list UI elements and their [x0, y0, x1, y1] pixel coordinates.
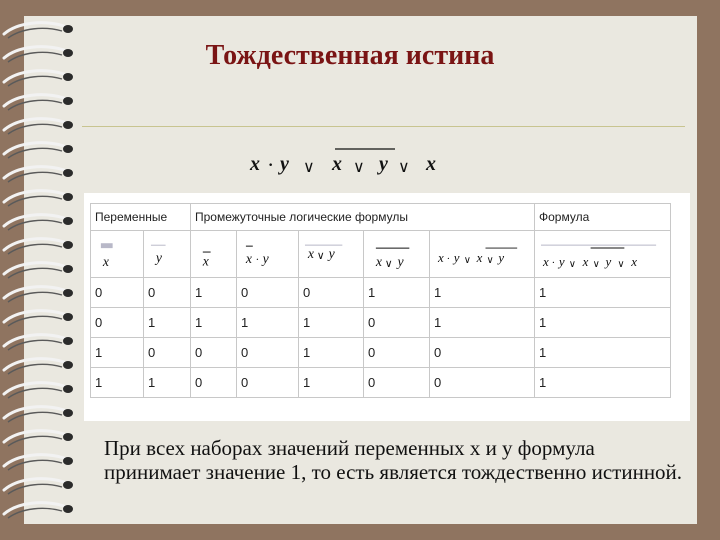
svg-text:∨: ∨	[316, 248, 325, 262]
svg-text:y: y	[280, 153, 289, 175]
col-not-x-and-y	[237, 231, 299, 278]
table-cell: 0	[364, 338, 430, 368]
svg-text:x: x	[102, 253, 109, 269]
table-cell: 1	[430, 308, 535, 338]
col-intermediate-formula	[430, 231, 535, 278]
svg-text:x: x	[631, 254, 638, 269]
table-cell: 1	[535, 308, 671, 338]
table-row	[91, 368, 671, 398]
col-final-formula	[535, 231, 671, 278]
svg-text:·: ·	[268, 157, 274, 174]
table-cell: 1	[191, 278, 237, 308]
table-cell: 1	[91, 368, 144, 398]
table-cell: 1	[144, 308, 191, 338]
table-cell: 0	[91, 278, 144, 308]
table-cell: 1	[299, 308, 364, 338]
title-divider	[82, 126, 685, 127]
table-cell: 0	[144, 278, 191, 308]
table-header-row	[91, 204, 671, 231]
col-y	[144, 231, 191, 278]
svg-text:∨: ∨	[353, 157, 365, 176]
table-cell: 1	[299, 368, 364, 398]
table-formula-row	[91, 231, 671, 278]
svg-text:x: x	[476, 250, 483, 265]
col-x-or-y	[299, 231, 364, 278]
svg-text:y: y	[605, 254, 612, 269]
svg-text:∨: ∨	[568, 258, 577, 270]
truth-table-panel	[84, 193, 690, 421]
svg-text:x: x	[582, 254, 589, 269]
col-x	[91, 231, 144, 278]
slide-title: Тождественная истина	[205, 40, 495, 71]
svg-text:y: y	[328, 245, 335, 261]
svg-text:y: y	[498, 250, 505, 265]
svg-text:∨: ∨	[398, 157, 410, 176]
table-cell: 0	[237, 368, 299, 398]
svg-text:∨: ∨	[592, 258, 600, 270]
table-cell: 1	[535, 338, 671, 368]
spiral-binding-icon	[0, 18, 80, 523]
table-row	[91, 308, 671, 338]
table-cell: 0	[364, 308, 430, 338]
svg-text:∨: ∨	[617, 258, 625, 270]
table-cell: 0	[430, 338, 535, 368]
table-cell: 1	[430, 278, 535, 308]
table-cell: 0	[299, 278, 364, 308]
table-cell: 0	[237, 338, 299, 368]
svg-text:∨: ∨	[486, 254, 494, 266]
table-cell: 1	[299, 338, 364, 368]
conclusion-text: При всех наборах значений переменных x и y формула принимает значение 1, то есть является тождественно истинной.	[104, 436, 683, 484]
svg-text:y: y	[379, 153, 388, 175]
table-cell: 1	[535, 278, 671, 308]
table-cell: 1	[237, 308, 299, 338]
table-cell: 0	[364, 368, 430, 398]
table-cell: 1	[91, 338, 144, 368]
truth-table	[90, 203, 671, 398]
table-row	[91, 278, 671, 308]
col-not-x	[191, 231, 237, 278]
svg-text:x: x	[542, 254, 549, 269]
svg-text:x: x	[307, 245, 315, 261]
table-cell: 0	[191, 338, 237, 368]
main-formula	[248, 144, 478, 184]
svg-text:·: ·	[255, 251, 259, 266]
svg-text:x: x	[437, 250, 444, 265]
table-cell: 0	[191, 368, 237, 398]
header-variables: Переменные	[91, 204, 191, 231]
svg-text:x: x	[375, 253, 382, 269]
svg-text:y: y	[397, 253, 404, 269]
col-not-x-or-y	[364, 231, 430, 278]
header-intermediate: Промежуточные логические формулы	[191, 204, 535, 231]
svg-text:y: y	[262, 250, 269, 266]
svg-text:·: ·	[551, 256, 555, 269]
svg-text:y: y	[558, 254, 565, 269]
header-formula: Формула	[535, 204, 671, 231]
table-cell: 0	[237, 278, 299, 308]
table-cell: 1	[535, 368, 671, 398]
table-cell: 0	[430, 368, 535, 398]
table-cell: 1	[364, 278, 430, 308]
table-row	[91, 338, 671, 368]
svg-text:∨: ∨	[303, 157, 315, 176]
svg-text:x: x	[250, 153, 260, 175]
table-cell: 1	[191, 308, 237, 338]
svg-text:∨: ∨	[384, 256, 393, 270]
table-cell: 1	[144, 368, 191, 398]
svg-text:y: y	[155, 249, 162, 265]
svg-text:x: x	[426, 153, 436, 175]
svg-text:x: x	[202, 253, 209, 269]
svg-text:x: x	[245, 250, 253, 266]
svg-text:x: x	[332, 153, 342, 175]
table-cell: 0	[144, 338, 191, 368]
svg-text:·: ·	[446, 252, 450, 265]
table-cell: 0	[91, 308, 144, 338]
svg-text:∨: ∨	[463, 254, 471, 266]
svg-text:y: y	[453, 250, 460, 265]
